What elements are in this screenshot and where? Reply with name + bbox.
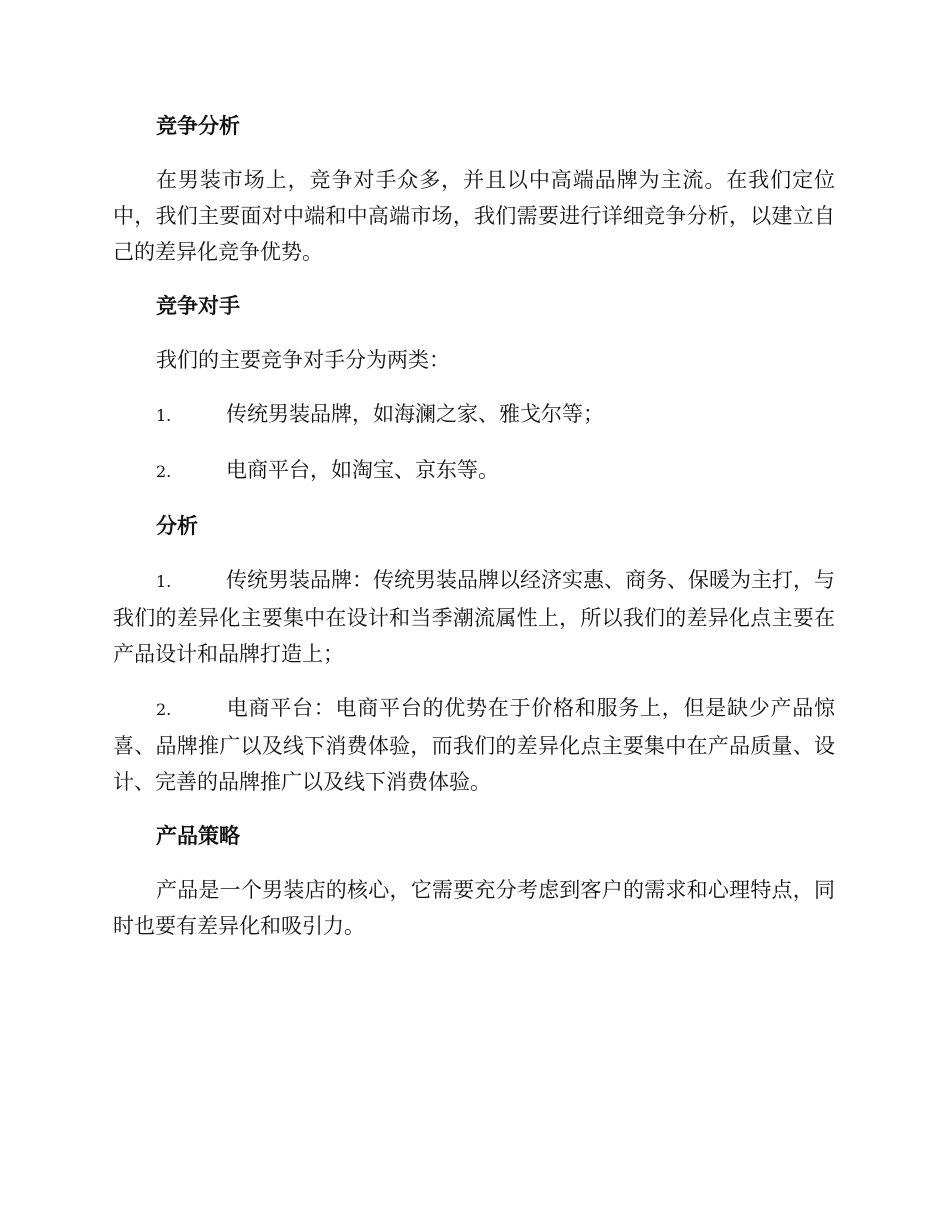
list-item-text: 电商平台：电商平台的优势在于价格和服务上，但是缺少产品惊喜、品牌推广以及线下消费体验，而我们的差异化点主要集中在产品质量、设计、完善的品牌推广以及线下消费体验。 <box>113 696 835 794</box>
list-number: 1. <box>156 406 172 425</box>
list-item <box>113 452 835 490</box>
list-number: 1. <box>156 572 172 591</box>
paragraph-market-overview: 在男装市场上，竞争对手众多，并且以中高端品牌为主流。在我们定位中，我们主要面对中端和中高端市场，我们需要进行详细竞争分析，以建立自己的差异化竞争优势。 <box>113 168 835 264</box>
list-number: 2. <box>156 462 172 481</box>
document-body <box>113 108 835 962</box>
list-item-text: 传统男装品牌：传统男装品牌以经济实惠、商务、保暖为主打，与我们的差异化主要集中在设计和当季潮流属性上，所以我们的差异化点主要在产品设计和品牌打造上； <box>113 568 835 666</box>
section-heading-competitors: 竞争对手 <box>156 294 240 318</box>
list-item <box>113 562 835 672</box>
list-item <box>113 690 835 800</box>
section-heading-analysis: 分析 <box>156 514 198 538</box>
list-item-text: 电商平台，如淘宝、京东等。 <box>226 458 499 482</box>
section-heading-product-strategy: 产品策略 <box>156 824 240 848</box>
paragraph-competitor-intro: 我们的主要竞争对手分为两类： <box>156 348 450 372</box>
list-item <box>113 396 835 434</box>
list-item-text: 传统男装品牌，如海澜之家、雅戈尔等； <box>226 402 604 426</box>
list-number: 2. <box>156 700 172 719</box>
section-heading-competition-analysis: 竞争分析 <box>156 114 240 138</box>
paragraph-product-strategy: 产品是一个男装店的核心，它需要充分考虑到客户的需求和心理特点，同时也要有差异化和吸引力。 <box>113 878 835 938</box>
